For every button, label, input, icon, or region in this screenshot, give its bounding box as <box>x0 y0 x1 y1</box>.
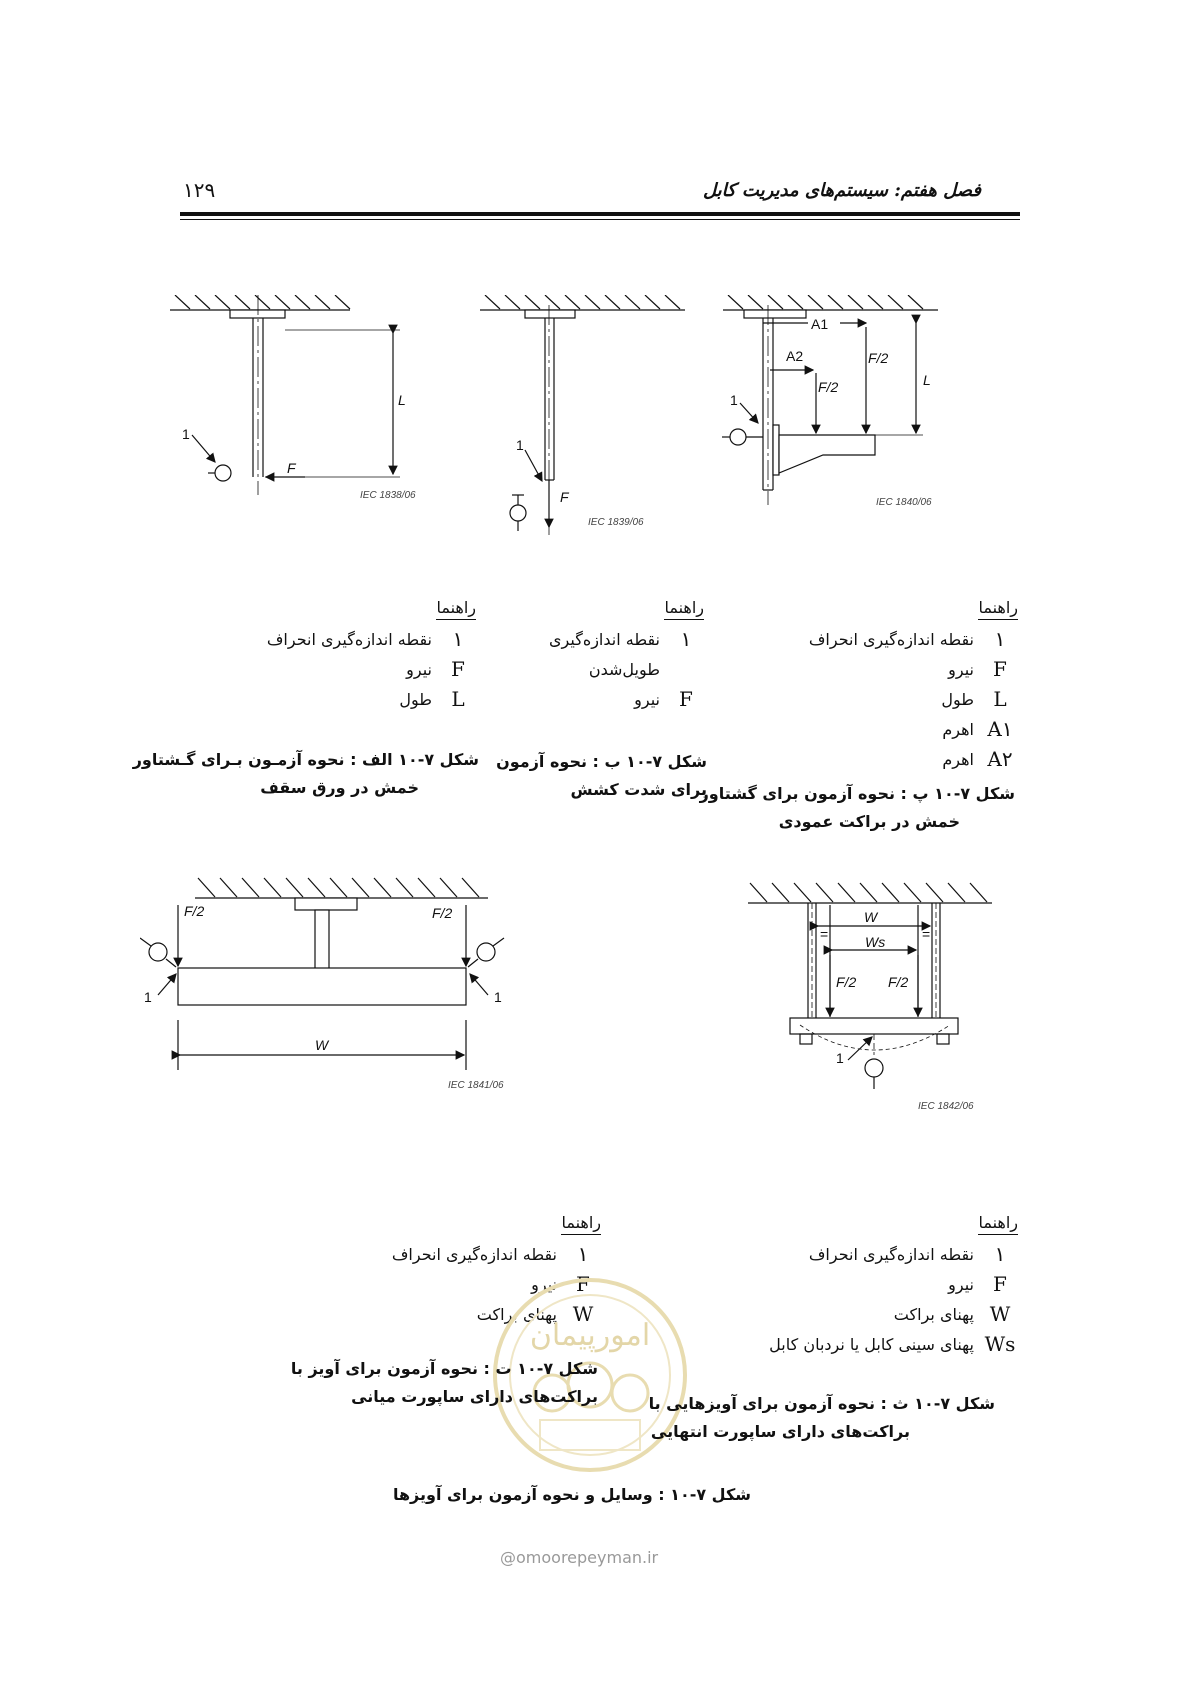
key-row: ۱ نقطه اندازه‌گیری انحراف <box>391 1242 589 1266</box>
fig-c-label-f2b: F/2 <box>818 379 839 395</box>
key-row: ۱ نقطه اندازه‌گیری انحراف <box>808 627 1006 651</box>
chapter-title: فصل هفتم: سیستم‌های مدیریت کابل <box>702 180 981 201</box>
key-row: طویل‌شدن <box>588 659 660 679</box>
fig-d-caption: شکل ۷-۱۰ ت : نحوه آزمون برای آویز با براکت‌های دارای ساپورت میانی <box>290 1359 598 1406</box>
fig-b-caption: شکل ۷-۱۰ ب : نحوه آزمون برای شدت کشش <box>496 752 707 799</box>
key-row: F نیرو <box>406 657 465 681</box>
key-row: F نیرو <box>948 1272 1007 1296</box>
fig-e-label-w: W <box>864 909 878 925</box>
key-row: F نیرو <box>531 1272 590 1296</box>
fig-a-iec: IEC 1838/06 <box>360 490 416 501</box>
fig-b-label-f: F <box>560 489 569 505</box>
fig-c-label-f2a: F/2 <box>868 350 889 366</box>
key-row: ۱ نقطه اندازه‌گیری انحراف <box>808 1242 1006 1266</box>
fig-c-label-a1: A1 <box>811 316 829 332</box>
fig-e-key-title: راهنما <box>978 1213 1018 1235</box>
figure-main-caption: شکل ۷-۱۰ : وسایل و نحوه آزمون برای آویزها <box>392 1485 751 1504</box>
fig-a-caption: شکل ۷-۱۰ الف : نحوه آزمـون بـرای گـشتاور خمش در ورق سقف <box>132 750 479 797</box>
fig-e-label-eq1: = <box>820 926 829 942</box>
fig-b-label-1: 1 <box>516 437 524 453</box>
key-row: W پهنای براکت <box>893 1302 1011 1326</box>
fig-c-caption: شکل ۷-۱۰ پ : نحوه آزمون برای گشتاور خمش در براکت عمودی <box>699 784 1015 831</box>
fig-d-label-w: W <box>315 1037 329 1053</box>
fig-c-key-title: راهنما <box>978 598 1018 620</box>
header-rule-thick <box>180 212 1020 216</box>
fig-e-label-ws: Ws <box>865 934 886 950</box>
fig-b-iec: IEC 1839/06 <box>588 517 644 528</box>
fig-d-key-title: راهنما <box>561 1213 601 1235</box>
fig-b-key <box>549 598 704 714</box>
key-row: L طول <box>941 687 1007 711</box>
fig-e-iec: IEC 1842/06 <box>918 1101 974 1112</box>
fig-b-key-title: راهنما <box>664 598 704 620</box>
fig-d-label-1-left: 1 <box>144 989 152 1005</box>
fig-d-label-f2-right: F/2 <box>432 905 453 921</box>
key-row: A۱ اهرم <box>942 717 1013 741</box>
figure-a-diagram <box>160 295 430 525</box>
key-row: Ws پهنای سینی کابل یا نردبان کابل <box>769 1332 1016 1356</box>
fig-d-iec: IEC 1841/06 <box>448 1080 504 1090</box>
fig-e-label-f2b: F/2 <box>888 974 909 990</box>
fig-a-label-l: L <box>398 392 406 408</box>
fig-a-label-f: F <box>287 460 296 476</box>
figure-b-diagram <box>470 295 700 565</box>
fig-d-label-1-right: 1 <box>494 989 502 1005</box>
figure-c-diagram <box>718 295 1018 550</box>
fig-a-label-1: 1 <box>182 426 190 442</box>
key-row: ۱ نقطه اندازه‌گیری انحراف <box>266 627 464 651</box>
watermark-website: @omoorepeyman.ir <box>500 1548 659 1567</box>
key-row: A۲ اهرم <box>942 747 1013 771</box>
key-row: W پهنای براکت <box>476 1302 594 1326</box>
fig-e-label-f2a: F/2 <box>836 974 857 990</box>
page-number: ۱۲۹ <box>183 178 216 202</box>
key-row: F نیرو <box>634 687 693 711</box>
figure-d-diagram <box>140 870 540 1090</box>
fig-a-key-title: راهنما <box>436 598 476 620</box>
header-rule-thin <box>180 219 1020 220</box>
fig-e-key <box>769 1213 1018 1359</box>
fig-c-label-l: L <box>923 372 931 388</box>
fig-e-label-1: 1 <box>836 1050 844 1066</box>
fig-e-caption: شکل ۷-۱۰ ث : نحوه آزمون برای آویزهایی با براکت‌های دارای ساپورت انتهایی <box>648 1394 995 1441</box>
fig-c-key <box>809 598 1018 774</box>
fig-d-label-f2-left: F/2 <box>184 903 205 919</box>
figure-e-diagram <box>740 875 1010 1115</box>
fig-c-iec: IEC 1840/06 <box>876 497 932 508</box>
key-row: ۱ نقطه اندازه‌گیری <box>549 627 692 651</box>
fig-c-label-a2: A2 <box>786 348 804 364</box>
key-row: L طول <box>399 687 465 711</box>
watermark-stamp-text: امورپیمان <box>529 1319 651 1352</box>
fig-a-key <box>267 598 476 714</box>
fig-e-label-eq2: = <box>922 926 931 942</box>
key-row: F نیرو <box>948 657 1007 681</box>
fig-c-label-1: 1 <box>730 392 738 408</box>
